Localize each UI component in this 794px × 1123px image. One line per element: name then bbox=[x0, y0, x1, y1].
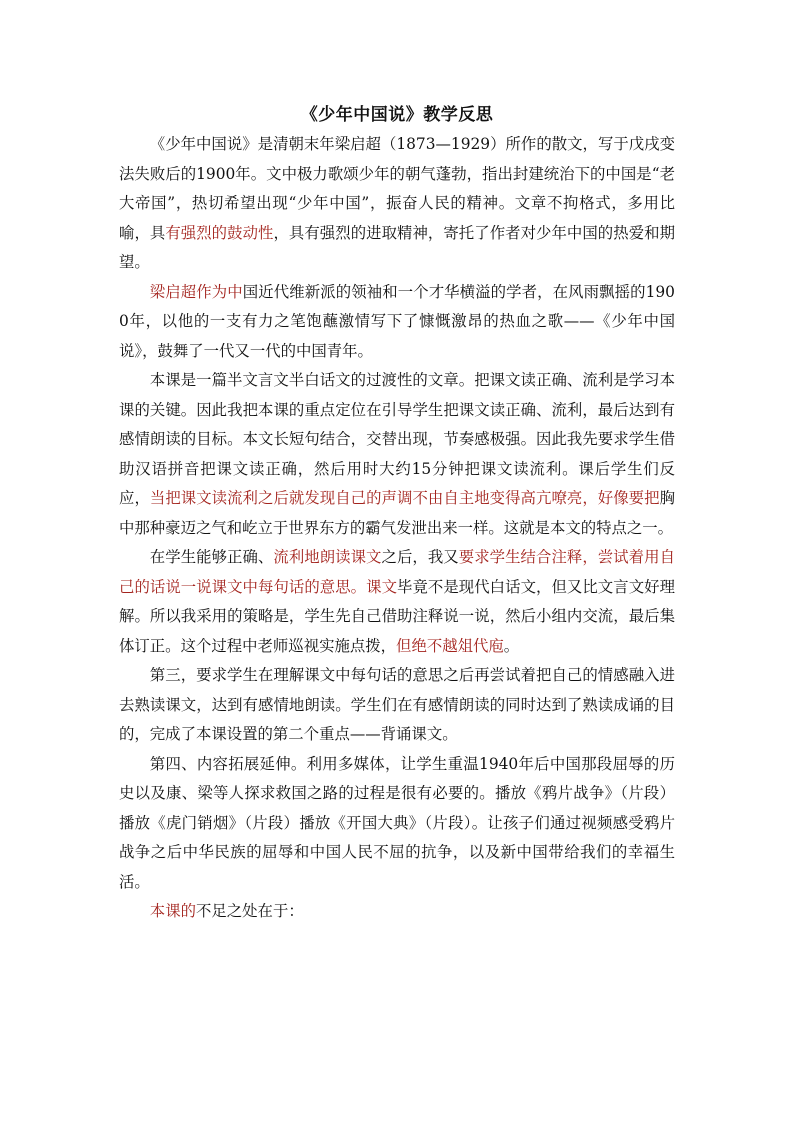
highlighted-text: 要求学生结合注释，尝试着用自己的话说一说课文中每句话的意思。课文 bbox=[119, 548, 675, 596]
paragraph bbox=[119, 366, 675, 543]
highlighted-text: 但绝不越俎代庖 bbox=[396, 636, 504, 655]
document-title: 《少年中国说》教学反思 bbox=[300, 105, 494, 125]
paragraph-text: ，具有强烈的进取精神，寄托了作者对少年中国的热爱和期望。 bbox=[119, 223, 675, 271]
paragraph-text: 本课是一篇半文言文半白话文的过渡性的文章。把课文读正确、流利是学习本课的关键。因此我把本课的重点定位在引导学生把课文读正确、流利，最后达到有感情朗读的目标。本文长短句结合，交替出现，节奏感极强。因此我先要求学生借助汉语拼音把课文读正确，然后用时大约15分钟把课文读流利。课后学生们反应， bbox=[119, 371, 675, 507]
paragraph bbox=[119, 278, 675, 367]
document-page bbox=[119, 100, 675, 927]
document-body bbox=[119, 130, 675, 927]
paragraph bbox=[119, 543, 675, 661]
paragraph-text: 之后，我又 bbox=[381, 548, 459, 566]
paragraph-text: 在学生能够正确、 bbox=[149, 548, 274, 566]
paragraph bbox=[119, 661, 675, 750]
highlighted-text: 流利地朗读课文 bbox=[273, 548, 382, 566]
highlighted-text: 当把课文读流利之后就发现自己的声调不由自主地变得高亢嘹亮，好像要把 bbox=[149, 489, 660, 507]
paragraph bbox=[119, 130, 675, 278]
paragraph bbox=[119, 750, 675, 898]
paragraph-text: 毕竟不是现代白话文，但又比文言文好理解。所以我采用的策略是，学生先自己借助注释说一说，然后小组内交流，最后集体订正。这个过程中老师巡视实施点拨， bbox=[119, 577, 675, 655]
paragraph-text: 胸中那种豪迈之气和屹立于世界东方的霸气发泄出来一样。这就是本文的特点之一。 bbox=[119, 489, 675, 537]
paragraph-text: 国近代维新派的领袖和一个才华横溢的学者，在风雨飘摇的1900年，以他的一支有力之笔饱蘸激情写下了慷慨激昂的热血之歌——《少年中国说》，鼓舞了一代又一代的中国青年。 bbox=[119, 282, 675, 360]
paragraph-text: 第四、内容拓展延伸。利用多媒体，让学生重温1940年后中国那段屈辱的历史以及康、梁等人探求救国之路的过程是很有必要的。播放《鸦片战争》（片段）播放《虎门销烟》（片段）播放《开国大典》（片段）。让孩子们通过视频感受鸦片战争之后中华民族的屈辱和中国人民不屈的抗争，以及新中国带给我们的幸福生活。 bbox=[119, 754, 675, 891]
paragraph bbox=[119, 897, 675, 927]
paragraph-text: 第三，要求学生在理解课文中每句话的意思之后再尝试着把自己的情感融入进去熟读课文，达到有感情地朗读。学生们在有感情朗读的同时达到了熟读成诵的目的，完成了本课设置的第二个重点——背诵课文。 bbox=[119, 666, 675, 743]
highlighted-text: 梁启超作为中 bbox=[149, 282, 243, 301]
paragraph-text: 不足之处在于： bbox=[195, 902, 304, 920]
paragraph-text: 。 bbox=[503, 636, 520, 655]
highlighted-text: 本课的 bbox=[149, 902, 196, 920]
highlighted-text: 有强烈的鼓动性 bbox=[165, 223, 274, 242]
paragraph-text: 《少年中国说》是清朝末年梁启超（1873—1929）所作的散文，写于戊戌变法失败后的1900年。文中极力歌颂少年的朝气蓬勃，指出封建统治下的中国是“老大帝国”，热切希望出现“少年中国”，振奋人民的精神。文章不拘格式，多用比喻，具 bbox=[119, 135, 675, 242]
